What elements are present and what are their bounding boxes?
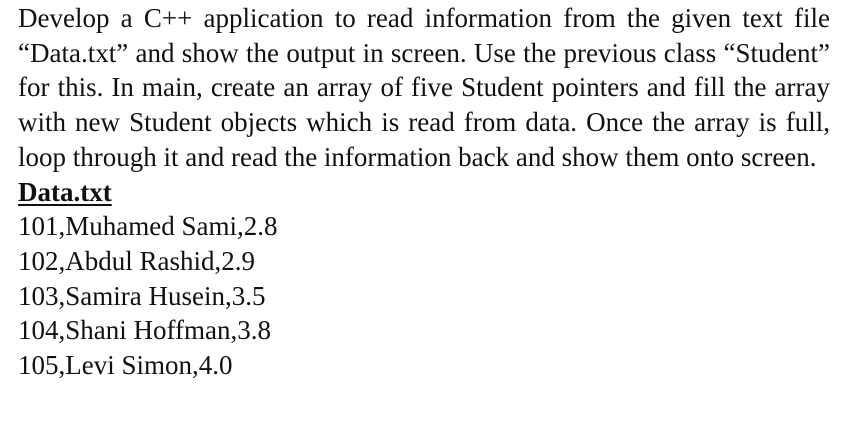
data-file-contents <box>18 209 830 383</box>
assignment-paragraph: Develop a C++ application to read information from the given text file “Data.txt” and show the output in screen. Use the previous class “Student” for this. In main, create an array of five Student pointers and fill the array with new Student objects which is read from data. Once the array is full, loop through it and read the information back and show them onto screen. <box>18 3 830 172</box>
data-line: 105,Levi Simon,4.0 <box>18 350 233 381</box>
data-file-heading: Data.txt <box>18 176 112 207</box>
data-line: 104,Shani Hoffman,3.8 <box>18 315 271 346</box>
data-line: 101,Muhamed Sami,2.8 <box>18 211 278 242</box>
document-body <box>18 1 830 383</box>
data-line: 103,Samira Husein,3.5 <box>18 280 266 311</box>
data-line: 102,Abdul Rashid,2.9 <box>18 245 256 276</box>
